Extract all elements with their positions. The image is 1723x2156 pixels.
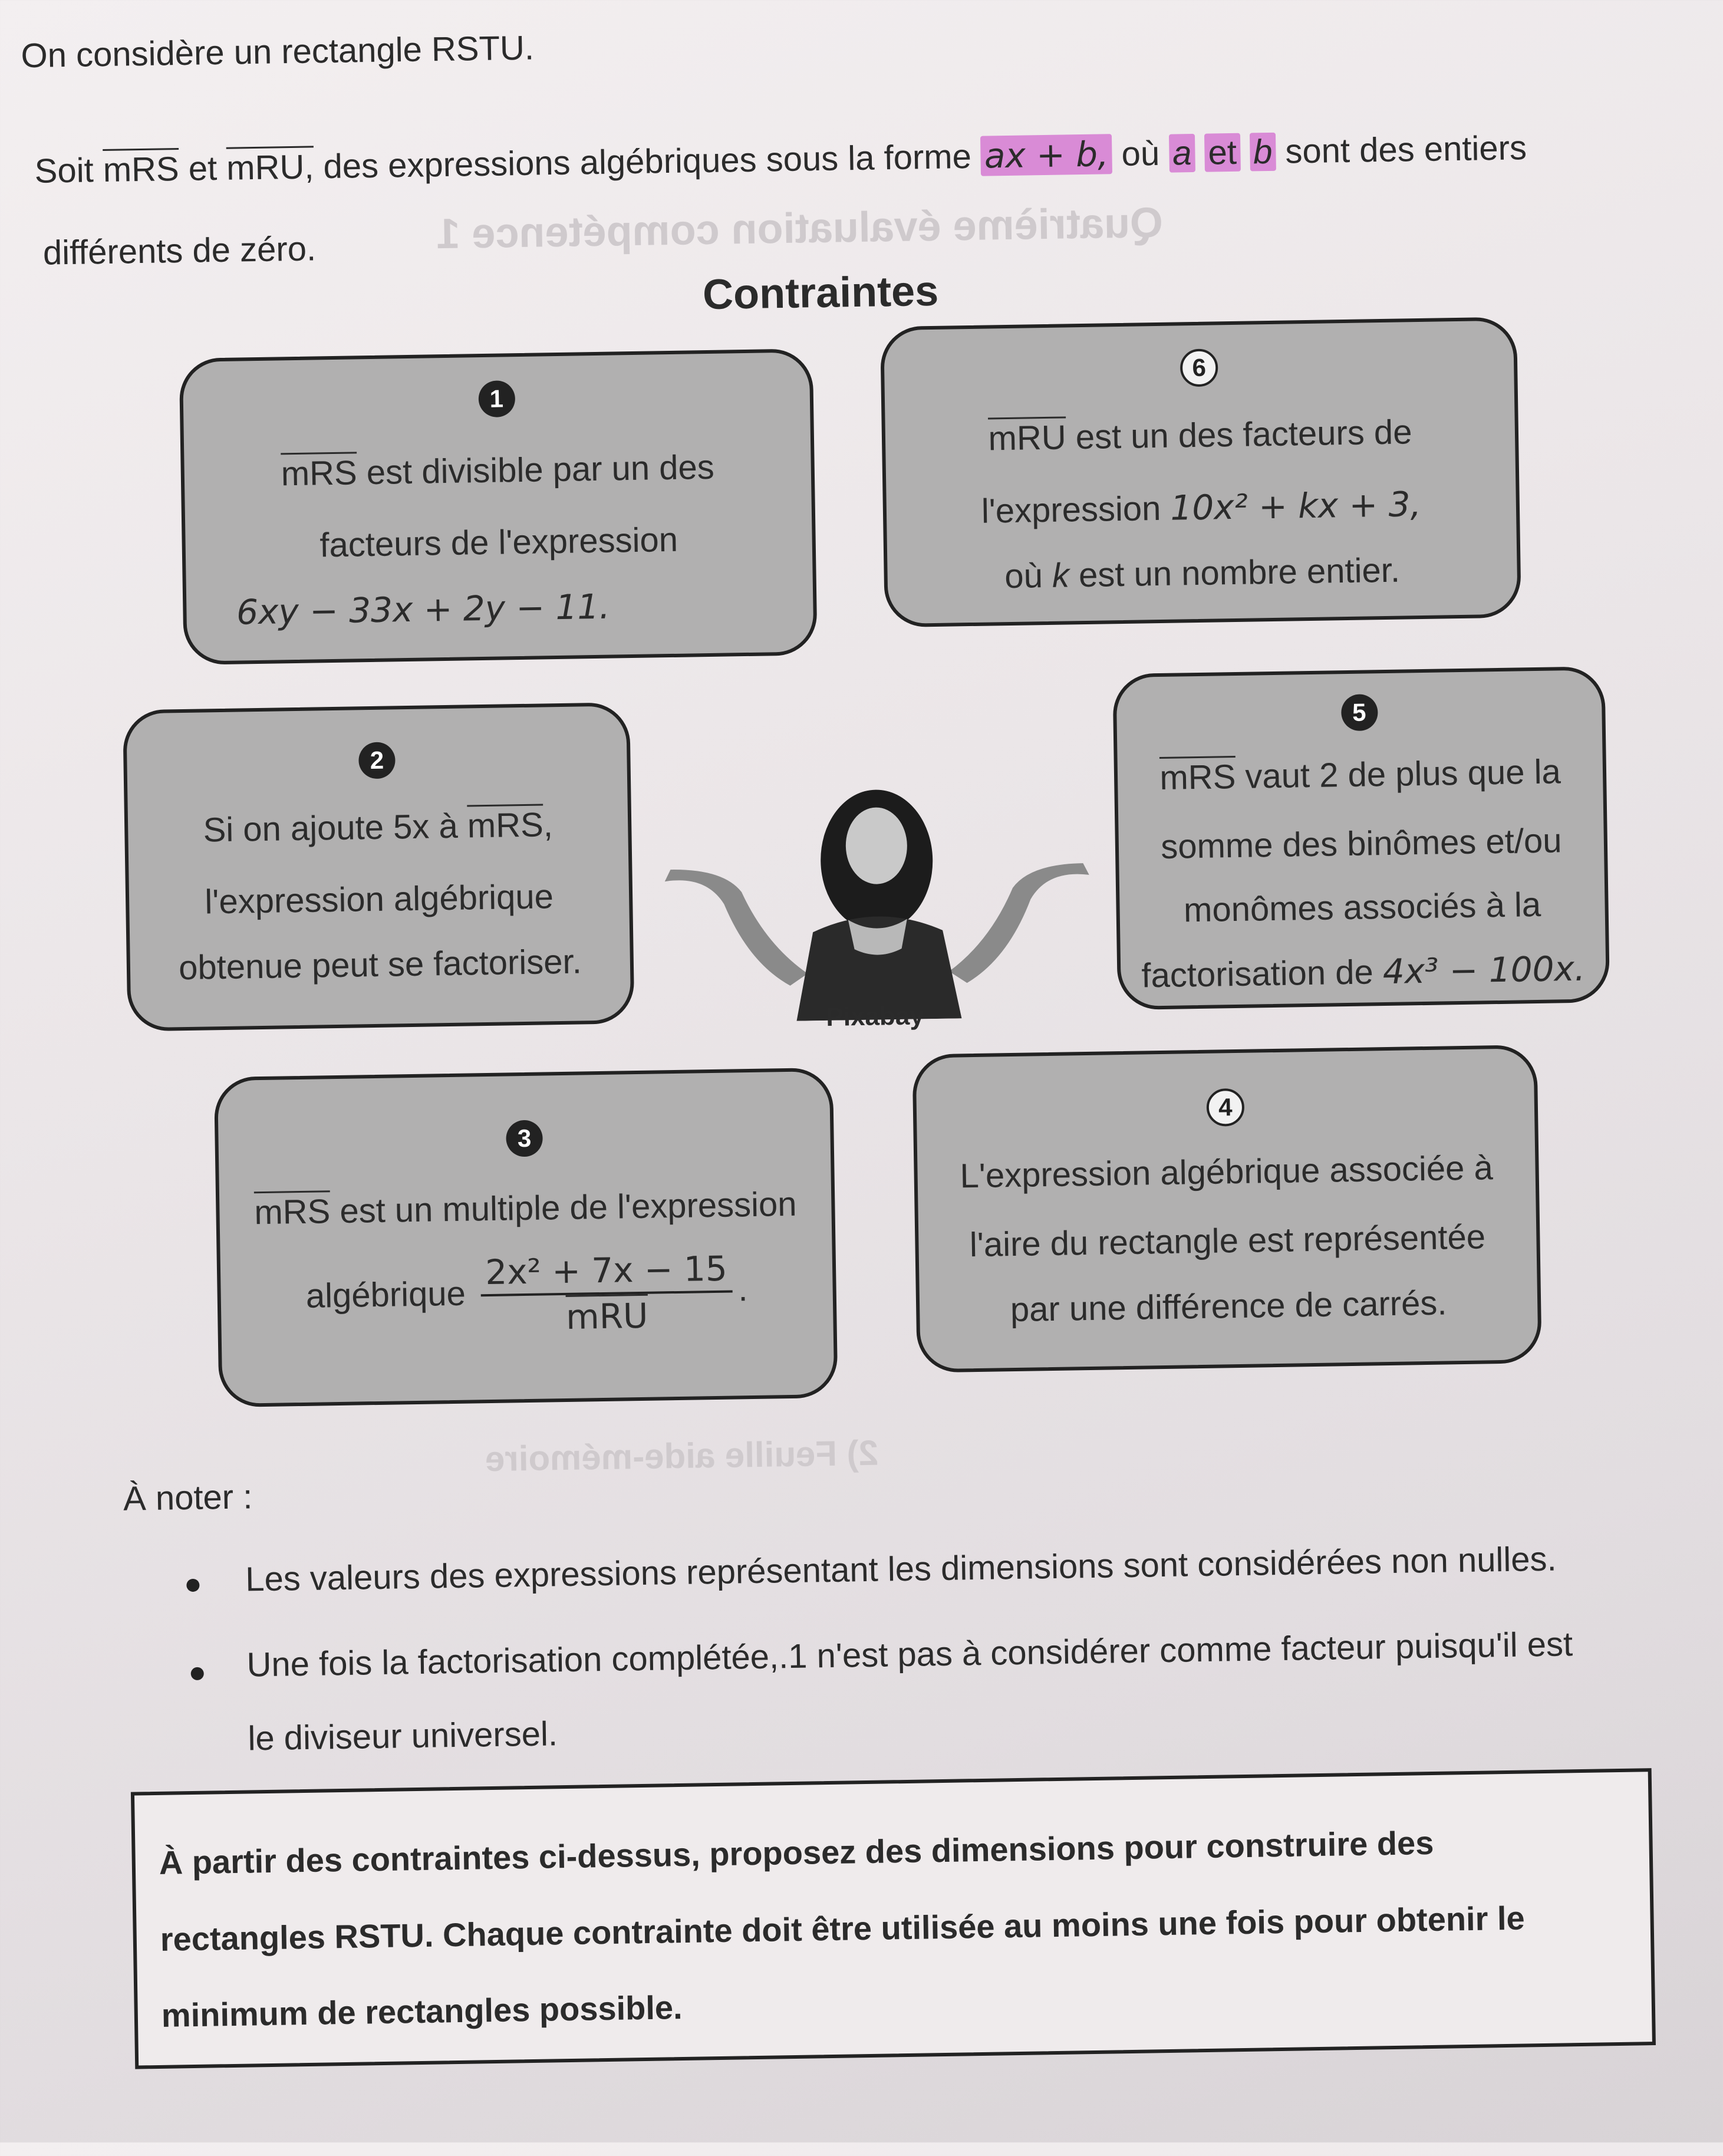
intro-line-1: On considère un rectangle RSTU. [21, 28, 535, 75]
bullet-dot-1 [186, 1579, 199, 1592]
note-bullet-2: Une fois la factorisation complétée,.1 n'est pas à considérer comme facteur puisqu'il est [246, 1625, 1573, 1684]
highlight-a: a [1169, 134, 1195, 173]
mru-symbol: mRU, [226, 147, 314, 187]
photo-caption: Pixabay [826, 1001, 925, 1032]
constraint-box-5: 5 $\overline{mRS}$ vaut 2 de plus que la somme des binômes et/ou monômes associés à la factorisation de 4x³ − 100x. [1112, 666, 1610, 1010]
task-box [131, 1768, 1656, 2069]
number-badge-1: 1 [478, 380, 515, 417]
note-bullet-2-cont: le diviseur universel. [247, 1714, 558, 1758]
number-badge-2: 2 [358, 742, 396, 779]
constraint-box-6: 6 $\overline{mRU}$ est un des facteurs de l'expression 10x² + kx + 3, où k est un nombre entier. [880, 317, 1521, 627]
number-badge-3: 3 [506, 1120, 543, 1157]
woman-shrugging-photo [651, 781, 1103, 1023]
constraint-box-4: 4 L'expression algébrique associée à l'aire du rectangle est représentée par une différence de carrés. [912, 1045, 1541, 1373]
highlight-b: b [1250, 133, 1276, 172]
intro-line-3: différents de zéro. [42, 229, 317, 272]
mrs-symbol: $\overline{mRS}$ [103, 150, 180, 190]
highlight-et: et [1204, 133, 1240, 172]
number-badge-4: 4 [1206, 1088, 1244, 1127]
number-badge-5: 5 [1340, 694, 1378, 731]
expression-5: 4x³ − 100x. [1382, 948, 1586, 992]
highlight-form: ax + b, [980, 134, 1112, 176]
intro-line-2: Soit $\overline{mRS}$ et mRU, des expressions algébriques sous la forme ax + b, où a et b sont des entiers [34, 129, 1527, 190]
constraint-box-3: 3 $\overline{mRS}$ est un multiple de l'expression algébrique $\frac{\text{2x² + 7x − 15}}{\text{mRU}}$ . [214, 1068, 838, 1407]
expression-1: 6xy − 33x + 2y − 11. [236, 587, 611, 633]
constraint-box-2: 2 Si on ajoute 5x à $\overline{mRS}$, l'expression algébrique obtenue peut se factoriser. [123, 702, 634, 1031]
number-badge-6: 6 [1180, 348, 1218, 387]
note-bullet-1: Les valeurs des expressions représentant les dimensions sont considérées non nulles. [245, 1539, 1557, 1599]
bleed-through-text: Quatrième évaluation compétence 1 [436, 199, 1164, 258]
note-title: À noter : [123, 1477, 253, 1518]
task-line-1: À partir des contraintes ci-dessus, proposez des dimensions pour construire des [159, 1823, 1434, 1881]
task-line-3: minimum de rectangles possible. [161, 1989, 683, 2035]
fraction-expression-3: $\frac{\text{2x² + 7x − 15}}{\text{mRU}}$ [480, 1249, 733, 1338]
task-line-2: rectangles RSTU. Chaque contrainte doit être utilisée au moins une fois pour obtenir le [160, 1899, 1526, 1958]
constraint-box-1: 1 $\overline{mRS}$ est divisible par un des facteurs de l'expression 6xy − 33x + 2y − 11. [179, 348, 818, 665]
expression-6: 10x² + kx + 3, [1169, 483, 1422, 528]
constraints-title: Contraintes [702, 267, 939, 319]
woman-shrugging-illustration [651, 781, 1103, 1023]
bullet-dot-2 [191, 1667, 204, 1680]
bleed-through-text-2: 2) Feuille aide-mémoire [485, 1433, 879, 1479]
